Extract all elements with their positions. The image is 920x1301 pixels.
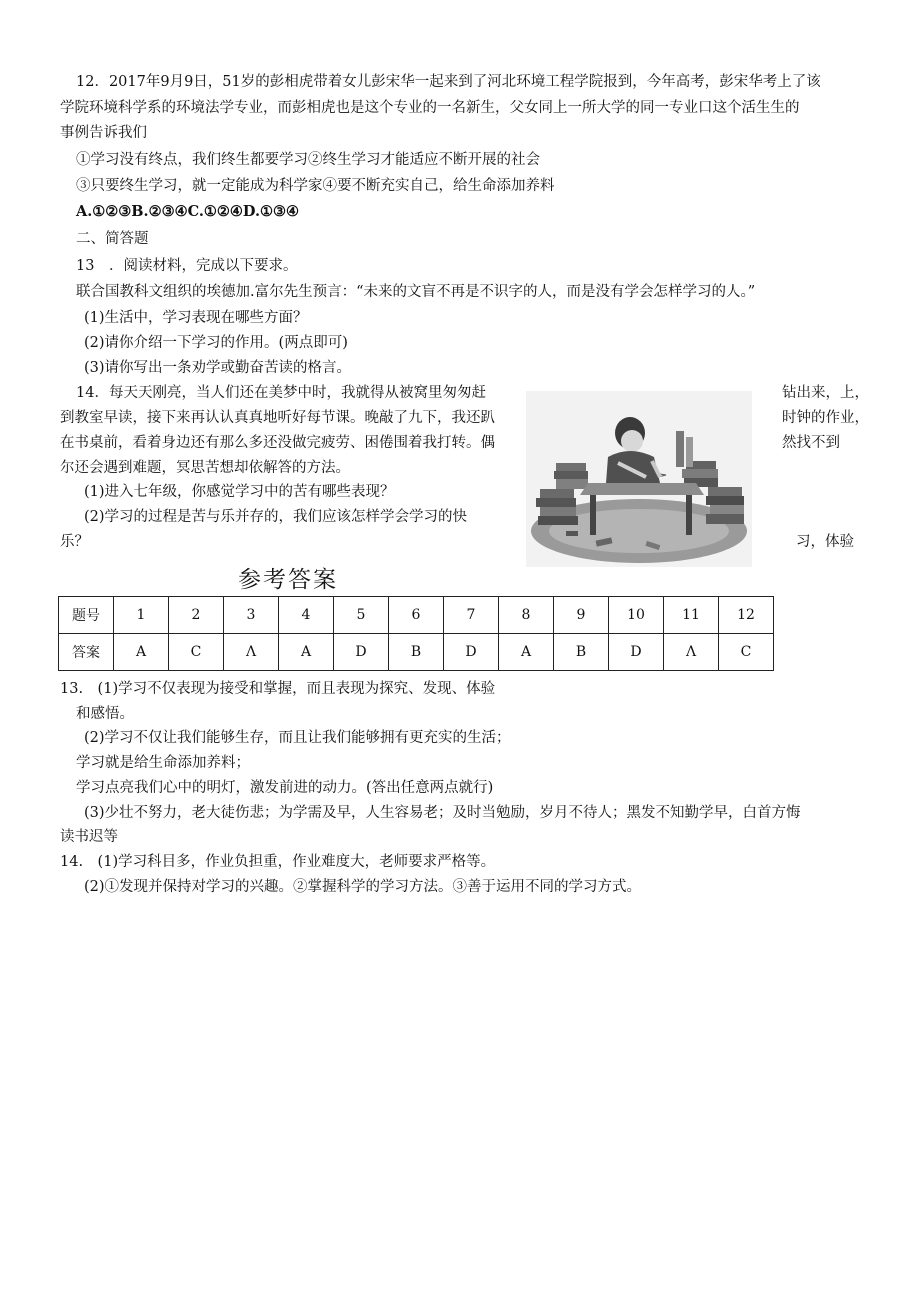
- q14-line-3-left: 在书桌前，看着身边还有那么多还没做完疲劳、困倦围着我打转。偶: [60, 435, 495, 451]
- q13-intro: 13 ．阅读材料，完成以下要求。: [76, 258, 298, 274]
- answer-cell: C: [169, 634, 224, 671]
- answer-cell: Λ: [664, 634, 719, 671]
- answer-cell: D: [334, 634, 389, 671]
- q12-choices: A.①②③B.②③④C.①②④D.①③④: [76, 203, 300, 220]
- answer-cell: D: [609, 634, 664, 671]
- a13-line-6: (3)少壮不努力，老大徒伤悲；为学需及早，人生容易老；及时当勉励，岁月不待人；黑发不知勤学早，白首方悔: [84, 805, 801, 821]
- section-heading: 二、简答题: [76, 231, 149, 247]
- number-cell: 9: [554, 597, 609, 634]
- q14-sub-2-right: 习，体验: [796, 534, 854, 550]
- answers-title: 参考答案: [238, 567, 338, 593]
- student-studying-illustration: [526, 391, 752, 567]
- a13-line-2: 和感悟。: [76, 706, 134, 722]
- number-cell: 7: [444, 597, 499, 634]
- a14-line-2: (2)①发现并保持对学习的兴趣。②掌握科学的学习方法。③善于运用不同的学习方式。: [84, 879, 642, 895]
- number-cell: 2: [169, 597, 224, 634]
- answer-table: [58, 596, 774, 671]
- answer-cell: B: [554, 634, 609, 671]
- q12-option-2: ③只要终生学习，就一定能成为科学家④要不断充实自己，给生命添加养料: [76, 178, 555, 194]
- q14-line-3-right: 然找不到: [782, 435, 840, 451]
- q12-line-2: 学院环境科学系的环境法学专业，而彭相虎也是这个专业的一名新生，父女同上一所大学的同一专业口这个活生生的: [60, 100, 800, 116]
- q13-sub-1: (1)生活中，学习表现在哪些方面？: [84, 310, 308, 326]
- q14-sub-2: (2)学习的过程是苦与乐并存的，我们应该怎样学会学习的快: [84, 509, 468, 525]
- number-cell: 10: [609, 597, 664, 634]
- q12-line-1: 12．2017年9月9日，51岁的彭相虎带着女儿彭宋华一起来到了河北环境工程学院报到，今年高考，彭宋华考上了该: [76, 74, 821, 90]
- a14-line-1: 14. (1)学习科目多，作业负担重，作业难度大，老师要求严格等。: [60, 854, 496, 870]
- q14-line-2-right: 时钟的作业，: [782, 410, 869, 426]
- q14-line-1-left: 14．每天天刚亮，当人们还在美梦中时，我就得从被窝里匆匆赶: [76, 385, 486, 401]
- answer-cell: D: [444, 634, 499, 671]
- q13-sub-3: (3)请你写出一条劝学或勤奋苦读的格言。: [84, 360, 352, 376]
- q12-line-3: 事例告诉我们: [60, 125, 147, 141]
- number-cell: 8: [499, 597, 554, 634]
- q14-line-4: 尔还会遇到难题，冥思苦想却依解答的方法。: [60, 460, 350, 476]
- a13-line-7: 读书迟等: [60, 829, 118, 845]
- answer-cell: Λ: [224, 634, 279, 671]
- a13-line-1: 13. (1)学习不仅表现为接受和掌握，而且表现为探究、发现、体验: [60, 681, 496, 697]
- answer-cell: C: [719, 634, 774, 671]
- number-row-label: 题号: [59, 597, 114, 634]
- number-cell: 5: [334, 597, 389, 634]
- q12-option-1: ①学习没有终点，我们终生都要学习②终生学习才能适应不断开展的社会: [76, 152, 540, 168]
- q14-sub-1: (1)进入七年级，你感觉学习中的苦有哪些表现？: [84, 484, 395, 500]
- number-cell: 3: [224, 597, 279, 634]
- q13-material: 联合国教科文组织的埃德加.富尔先生预言：“未来的文盲不再是不识字的人，而是没有学会怎样学习的人。”: [76, 284, 756, 300]
- q14-sub-2-tail: 乐？: [60, 534, 89, 550]
- a13-line-3: (2)学习不仅让我们能够生存，而且让我们能够拥有更充实的生活；: [84, 730, 511, 746]
- number-cell: 4: [279, 597, 334, 634]
- number-cell: 12: [719, 597, 774, 634]
- answer-table-answer-row: [59, 634, 774, 671]
- answer-table-number-row: [59, 597, 774, 634]
- number-cell: 11: [664, 597, 719, 634]
- q13-sub-2: (2)请你介绍一下学习的作用。(两点即可): [84, 335, 348, 351]
- number-cell: 6: [389, 597, 444, 634]
- a13-line-5: 学习点亮我们心中的明灯，激发前进的动力。(答出任意两点就行): [76, 780, 494, 796]
- answer-row-label: 答案: [59, 634, 114, 671]
- number-cell: 1: [114, 597, 169, 634]
- q14-line-2-left: 到教室早读，接下来再认认真真地听好每节课。晚敲了九下，我还趴: [60, 410, 495, 426]
- q14-line-1-right: 钻出来，上，: [782, 385, 869, 401]
- answer-cell: B: [389, 634, 444, 671]
- answer-cell: A: [114, 634, 169, 671]
- answer-cell: A: [499, 634, 554, 671]
- answer-cell: A: [279, 634, 334, 671]
- a13-line-4: 学习就是给生命添加养料；: [76, 755, 250, 771]
